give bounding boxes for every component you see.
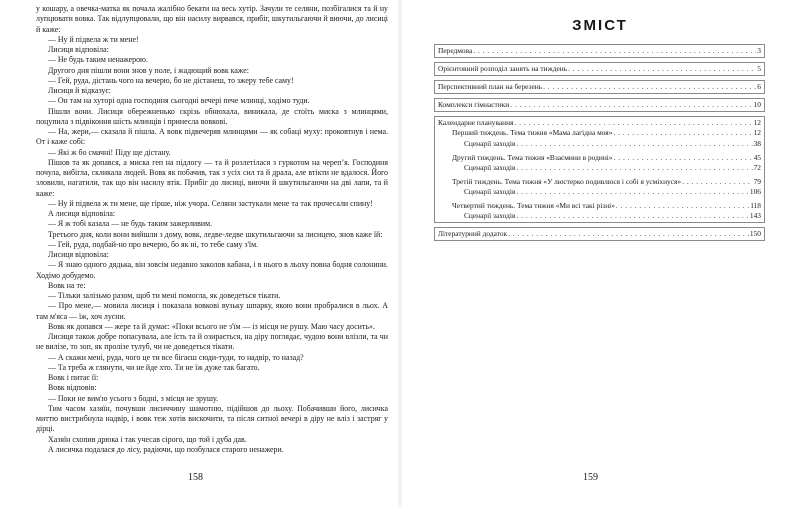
story-paragraph: — Он там на хуторі одна господиня сьогодні вечері пече млинці, ходімо туди. [48, 96, 310, 106]
toc-group [434, 44, 765, 58]
toc-entry-label: Сценарії заходів [464, 162, 516, 172]
toc-group [434, 116, 765, 223]
story-paragraph: Лисиця відповіла: [48, 250, 109, 259]
toc-leader-dots [543, 82, 756, 92]
toc-entry-label: Календарне планування [438, 118, 514, 128]
toc-group [434, 98, 765, 112]
toc-entry-page: 12 [753, 128, 761, 138]
story-paragraph: Лисиця також добре попасувала, але їсть та й озирається, на діру поглядає, чудою вони влізли, та чи не вилізе, то зоп, як пролізе тулуб, чи не доведеться тікати. [36, 332, 388, 352]
toc-entry[interactable] [438, 100, 761, 110]
toc-entry-label: Комплекси гімнастики [438, 100, 510, 110]
story-paragraph: Вовк і питає її: [48, 373, 99, 382]
left-page-number: 158 [188, 472, 203, 483]
toc-entry-label: Орієнтовний розподіл занять на тиждень [438, 64, 568, 74]
story-paragraph: у кошару, а овечка-матка як почала жалібно бекати на весь хутір. Зачули те селяни, позбігалися та й ну лупцювати вовка. Так відлупцювали, що він насилу вирвався, прибіг, шкутильгаючи й виючи, до лисиці й каже: [36, 4, 388, 34]
story-paragraph: — Ну й підвела ж ти мене, ще гірше, ніж учора. Селяни застукали мене та так прочесали спину! [48, 198, 373, 208]
story-text [36, 4, 388, 455]
story-paragraph: — Тільки залізьмо разом, щоб ти мені помогла, як доведеться тікати. [48, 291, 281, 300]
story-paragraph: А лисичка подалася до лісу, радіючи, що позбулася старого ненажери. [48, 444, 284, 454]
toc-entry[interactable] [438, 201, 761, 211]
story-paragraph: Тим часом хазяїн, почувши лисиччину шамотню, підійшов до льоху. Побачивши його, лисичка миттю вистрибнула надвір, і вовк теж хотів вискочити, та після ситної вечері в діру не вліз і застряг у дірці. [36, 403, 388, 434]
toc-leader-dots [516, 187, 748, 197]
story-paragraph: — Які ж бо смачні! Піду ще дістану. [48, 147, 171, 157]
right-page-number: 159 [583, 472, 598, 483]
story-paragraph: Хазяїн схопив дрюка і так учесав сірого, що той і дуба дав. [48, 434, 247, 444]
toc-leader-dots [614, 153, 753, 163]
story-paragraph: — Гей, руда, подбай-но про вечерю, бо як ні, то тебе саму з'їм. [48, 239, 259, 249]
toc-entry[interactable] [438, 82, 761, 92]
toc-leader-dots [616, 201, 749, 211]
toc-entry-label: Четвертий тиждень. Тема тижня «Ми всі такі різні» [452, 201, 615, 211]
toc-entry-page: 3 [757, 46, 761, 55]
story-paragraph: — Ну й підвела ж ти мене! [48, 34, 139, 44]
story-paragraph: — Не будь таким ненажерою. [48, 55, 148, 65]
story-paragraph: — Про мене,— мовила лисиця і показала вовкові вузьку шпарку, якою вони пробралися в льох. А там м'яса — їж, хоч лусни. [36, 301, 388, 321]
story-paragraph: Другого дня пішли вони знов у поле, і жадющий вовк каже: [48, 65, 249, 75]
story-paragraph: — Я знаю одного дядька, він зовсім недавно заколов кабана, і в нього в льоху повна бодня солонини. Ходімо добудемо. [36, 260, 388, 280]
story-paragraph: Пішли вони. Лисиця обережненько скрізь обнюхала, виникала, де стоїть миска з млинцями, поцупила з підвіконня шість млинців і принесла вовкові. [36, 106, 388, 126]
toc-leader-dots [508, 229, 749, 239]
toc-leader-dots [473, 46, 756, 56]
table-of-contents [434, 44, 765, 245]
toc-entry-page: 38 [753, 138, 761, 148]
toc-entry-label: Літературний додаток [438, 229, 508, 239]
story-paragraph: — На, жери,— сказала й пішла. А вовк підвечеряв млинцями — як собаці муху: проковтнув і нема. От і каже собі: [36, 127, 388, 147]
toc-leader-dots [514, 118, 752, 128]
toc-entry-page: 106 [749, 186, 761, 196]
toc-entry-page: 72 [753, 162, 761, 172]
story-paragraph: Третього дня, коли вони вийшли з дому, вовк, ледве-ледве шкутильгаючи за лисицею, знов каже їй: [48, 229, 383, 239]
toc-group [434, 62, 765, 76]
toc-entry[interactable] [438, 153, 761, 163]
story-paragraph: — Поки не вим'ю усього з бодні, з місця не зрушу. [48, 393, 219, 403]
toc-entry[interactable] [438, 177, 761, 187]
story-paragraph: Вовк як допався — жере та й думає: «Поки всього не з'їм — із місця не рушу. Маю часу досить». [48, 321, 375, 331]
story-paragraph: — Я ж тобі казала — не будь таким зажерливим. [48, 219, 213, 229]
toc-title: ЗМІСТ [572, 17, 628, 34]
toc-entry[interactable] [438, 128, 761, 138]
toc-entry[interactable] [438, 139, 761, 149]
toc-entry-page: 150 [749, 229, 761, 239]
toc-leader-dots [613, 128, 752, 138]
story-paragraph: Вовк на те: [48, 280, 86, 290]
toc-entry-page: 6 [757, 82, 761, 92]
story-paragraph: — Гей, руда, дістань чого на вечерю, бо не дістанеш, то зжеру тебе саму! [48, 75, 294, 85]
story-paragraph: А лисиця відповіла: [48, 209, 116, 218]
right-page [400, 0, 800, 507]
toc-entry-label: Сценарії заходів [464, 211, 516, 221]
toc-entry[interactable] [438, 211, 761, 221]
toc-entry-page: 12 [753, 118, 761, 128]
toc-entry[interactable] [438, 46, 761, 56]
toc-entry-label: Сценарії заходів [464, 138, 516, 148]
story-paragraph: — Та треба ж глянути, чи не йде хто. Ти не їж дуже так багато. [48, 362, 260, 372]
toc-entry[interactable] [438, 229, 761, 239]
toc-leader-dots [568, 64, 756, 74]
story-paragraph: Лисиця й відказує: [48, 86, 111, 95]
toc-entry-label: Сценарії заходів [464, 186, 516, 196]
toc-entry-page: 5 [757, 64, 761, 74]
toc-leader-dots [516, 163, 752, 173]
toc-entry-label: Перспективний план на березень [438, 82, 543, 92]
toc-entry[interactable] [438, 118, 761, 128]
toc-entry[interactable] [438, 163, 761, 173]
toc-entry-page: 10 [753, 100, 761, 110]
toc-leader-dots [516, 211, 748, 221]
toc-entry[interactable] [438, 64, 761, 74]
toc-leader-dots [516, 139, 752, 149]
toc-entry-label: Третій тиждень. Тема тижня «У люстерко подивлюся і собі я усміхнуся» [452, 176, 682, 186]
toc-entry-label: Перший тиждень. Тема тижня «Мама лагідна моя» [452, 128, 613, 138]
toc-entry-page: 79 [753, 176, 761, 186]
toc-group [434, 80, 765, 94]
toc-entry-label: Передмова [438, 46, 473, 55]
story-paragraph: Лисиця відповіла: [48, 45, 109, 54]
toc-entry-page: 45 [753, 152, 761, 162]
toc-entry-page: 118 [750, 201, 761, 211]
story-paragraph: Вовк відповів: [48, 383, 97, 393]
toc-group [434, 227, 765, 241]
toc-leader-dots [682, 177, 752, 187]
story-paragraph: Пішов та як допався, а миска геп на підлогу — та й розлетілася з гуркотом на черепʼя. Господиня почула, вибігла, скликала людей. Вовк як побачив, так з усіх сил та й драла, але втікти не вдалося. Його зловили, нагатили, так що він насилу втік. Прибіг до лисиці, виючи й шкутильгаючи на дві лапи, та й каже: [36, 157, 388, 198]
story-paragraph: — А скажи мені, руда, чого це ти все бігаєш сюди-туди, то надвір, то назад? [48, 352, 304, 362]
toc-entry-label: Другий тиждень. Тема тижня «Взаємини в родині» [452, 152, 613, 162]
toc-leader-dots [510, 100, 752, 110]
toc-entry-page: 143 [749, 211, 761, 221]
toc-entry[interactable] [438, 187, 761, 197]
